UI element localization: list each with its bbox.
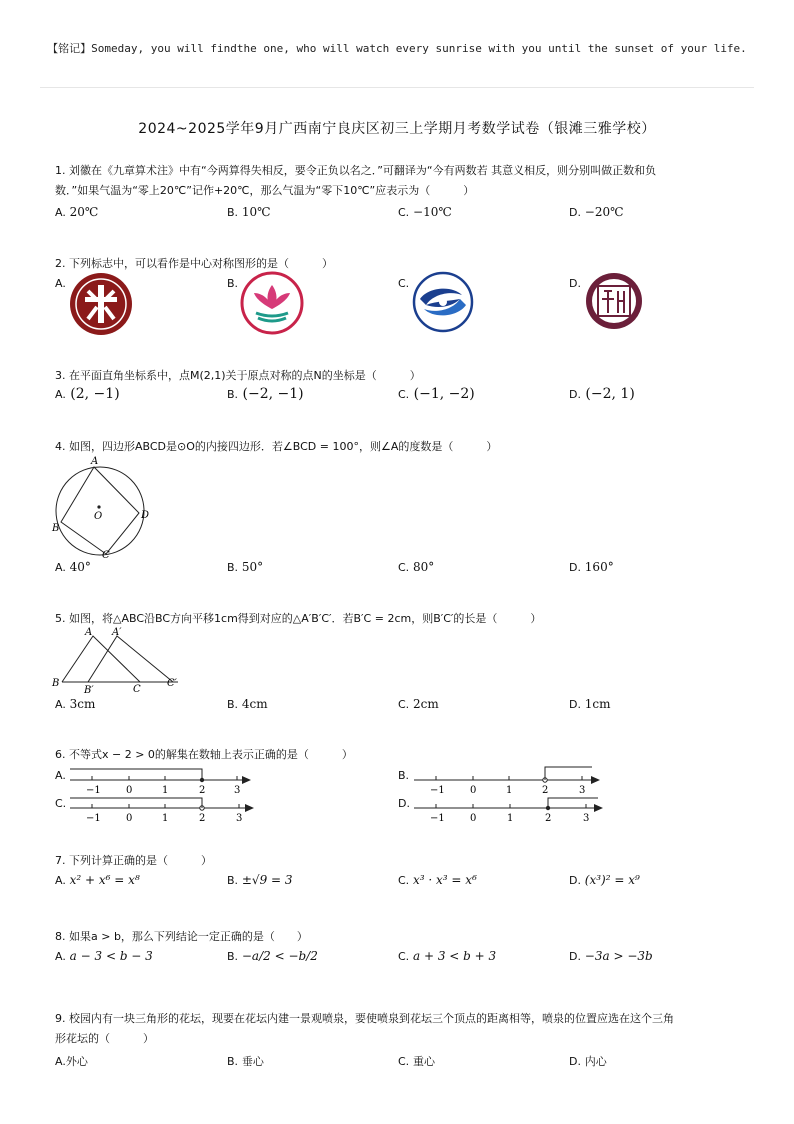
question-7-stem: 7. 下列计算正确的是（ ） [55, 854, 212, 867]
q7-option-c[interactable]: C. x³ · x³ = x⁶ [398, 873, 477, 887]
question-3-stem: 3. 在平面直角坐标系中，点M(2,1)关于原点对称的点N的坐标是（ ） [55, 369, 421, 382]
q1-option-a[interactable]: A. 20℃ [55, 205, 99, 219]
q7-option-d[interactable]: D. (x³)² = x⁹ [569, 873, 640, 887]
swirl-logo-icon[interactable] [412, 271, 474, 333]
q1-option-d[interactable]: D. −20℃ [569, 205, 624, 219]
svg-text:2: 2 [545, 813, 552, 824]
question-1-stem [55, 161, 755, 201]
svg-text:3: 3 [234, 785, 241, 796]
q8-option-a[interactable]: A. a − 3 < b − 3 [55, 949, 153, 963]
label-c: C [133, 684, 141, 695]
q6-option-a-label[interactable]: A. [55, 769, 66, 782]
label-d: D [141, 510, 150, 521]
q5-option-b[interactable]: B. 4cm [227, 697, 268, 711]
label-o: O [94, 511, 103, 522]
q3-option-d[interactable]: D. (−2, 1) [569, 386, 635, 402]
q5-option-a[interactable]: A. 3cm [55, 697, 96, 711]
peking-university-logo-icon[interactable] [68, 271, 134, 337]
circle-quadrilateral-figure [50, 455, 160, 559]
label-c: C [102, 550, 110, 559]
label-a: A [91, 456, 99, 467]
question-4-stem: 4. 如图，四边形ABCD是⊙O的内接四边形．若∠BCD = 100°，则∠A的度数是（ ） [55, 440, 498, 453]
q2-option-a-label[interactable]: A. [55, 277, 66, 290]
svg-text:0: 0 [126, 785, 133, 796]
q3-option-c[interactable]: C. (−1, −2) [398, 386, 475, 402]
svg-text:1: 1 [162, 813, 169, 824]
label-b: B [52, 523, 60, 534]
svg-text:−1: −1 [86, 813, 101, 824]
label-a: A [85, 627, 93, 638]
svg-text:3: 3 [236, 813, 243, 824]
lotus-logo-icon[interactable] [240, 271, 304, 335]
q6-number-line-c[interactable] [68, 796, 258, 826]
q4-option-b[interactable]: B. 50° [227, 560, 264, 574]
q4-option-c[interactable]: C. 80° [398, 560, 435, 574]
q2-option-b-label[interactable]: B. [227, 277, 239, 290]
question-1-line-2: 数．”如果气温为“零上20℃”记作+20℃，那么气温为“零下10℃”应表示为（ ） [55, 184, 475, 197]
q7-option-b[interactable]: B. ±√9 = 3 [227, 873, 293, 887]
q8-option-c[interactable]: C. a + 3 < b + 3 [398, 949, 497, 963]
question-9-line-1: 9. 校园内有一块三角形的花坛，现要在花坛内建一景观喷泉，要使喷泉到花坛三个顶点的距离相等，喷泉的位置应选在这个三角 [55, 1012, 674, 1025]
question-6-stem: 6. 不等式x − 2 > 0的解集在数轴上表示正确的是（ ） [55, 748, 353, 761]
q5-option-d[interactable]: D. 1cm [569, 697, 611, 711]
label-c-prime: C′ [167, 678, 177, 689]
svg-text:0: 0 [470, 785, 477, 796]
svg-text:3: 3 [579, 785, 586, 796]
q5-option-c[interactable]: C. 2cm [398, 697, 439, 711]
svg-text:2: 2 [199, 813, 206, 824]
label-b-prime: B′ [84, 685, 94, 696]
translation-triangles-figure [50, 624, 185, 696]
question-9-stem [55, 1009, 755, 1049]
q3-option-a[interactable]: A. (2, −1) [55, 386, 120, 402]
svg-text:0: 0 [470, 813, 477, 824]
svg-text:−1: −1 [86, 785, 101, 796]
label-b: B [52, 678, 60, 689]
svg-text:1: 1 [162, 785, 169, 796]
svg-text:1: 1 [506, 785, 513, 796]
q7-option-a[interactable]: A. x² + x⁶ = x⁸ [55, 873, 140, 887]
q1-option-b[interactable]: B. 10℃ [227, 205, 271, 219]
svg-text:−1: −1 [430, 785, 445, 796]
q9-option-c[interactable]: C. 重心 [398, 1055, 436, 1068]
q6-number-line-a[interactable] [68, 766, 253, 796]
q1-option-c[interactable]: C. −10℃ [398, 205, 452, 219]
question-1-line-1: 1. 刘徽在《九章算术注》中有“今两算得失相反，要令正负以名之．”可翻译为“今有两数若 其意义相反，则分别叫做正数和负 [55, 164, 657, 177]
label-a-prime: A′ [112, 627, 122, 638]
svg-text:0: 0 [126, 813, 133, 824]
question-9-line-2: 形花坛的（ ） [55, 1032, 154, 1045]
q2-option-d-label[interactable]: D. [569, 277, 581, 290]
q6-number-line-d[interactable] [412, 796, 607, 826]
question-5-stem: 5. 如图，将△ABC沿BC方向平移1cm得到对应的△A′B′C′．若B′C = 2cm，则B′C′的长是（ ） [55, 612, 542, 625]
nankai-seal-logo-icon[interactable] [584, 271, 644, 331]
svg-text:1: 1 [507, 813, 514, 824]
q3-option-b[interactable]: B. (−2, −1) [227, 386, 304, 402]
q8-option-b[interactable]: B. −a/2 < −b/2 [227, 949, 318, 963]
divider [40, 87, 754, 88]
q6-option-c-label[interactable]: C. [55, 797, 67, 810]
q9-option-a[interactable]: A.外心 [55, 1055, 88, 1068]
q6-option-b-label[interactable]: B. [398, 769, 410, 782]
q9-option-b[interactable]: B. 垂心 [227, 1055, 264, 1068]
q6-number-line-b[interactable] [412, 763, 602, 796]
q2-option-c-label[interactable]: C. [398, 277, 410, 290]
svg-text:2: 2 [199, 785, 206, 796]
q4-option-d[interactable]: D. 160° [569, 560, 614, 574]
q8-option-d[interactable]: D. −3a > −3b [569, 949, 653, 963]
page-title: 2024~2025学年9月广西南宁良庆区初三上学期月考数学试卷（银滩三雅学校） [138, 121, 656, 137]
q9-option-d[interactable]: D. 内心 [569, 1055, 607, 1068]
question-8-stem: 8. 如果a > b，那么下列结论一定正确的是（ ） [55, 930, 308, 943]
svg-text:3: 3 [583, 813, 590, 824]
svg-text:−1: −1 [430, 813, 445, 824]
svg-text:2: 2 [542, 785, 549, 796]
motto-header: 【铭记】Someday, you will findthe one, who will watch every sunrise with you until the sunset of your life. [47, 42, 747, 55]
q6-option-d-label[interactable]: D. [398, 797, 410, 810]
q4-option-a[interactable]: A. 40° [55, 560, 91, 574]
question-2-stem: 2. 下列标志中，可以看作是中心对称图形的是（ ） [55, 257, 333, 270]
